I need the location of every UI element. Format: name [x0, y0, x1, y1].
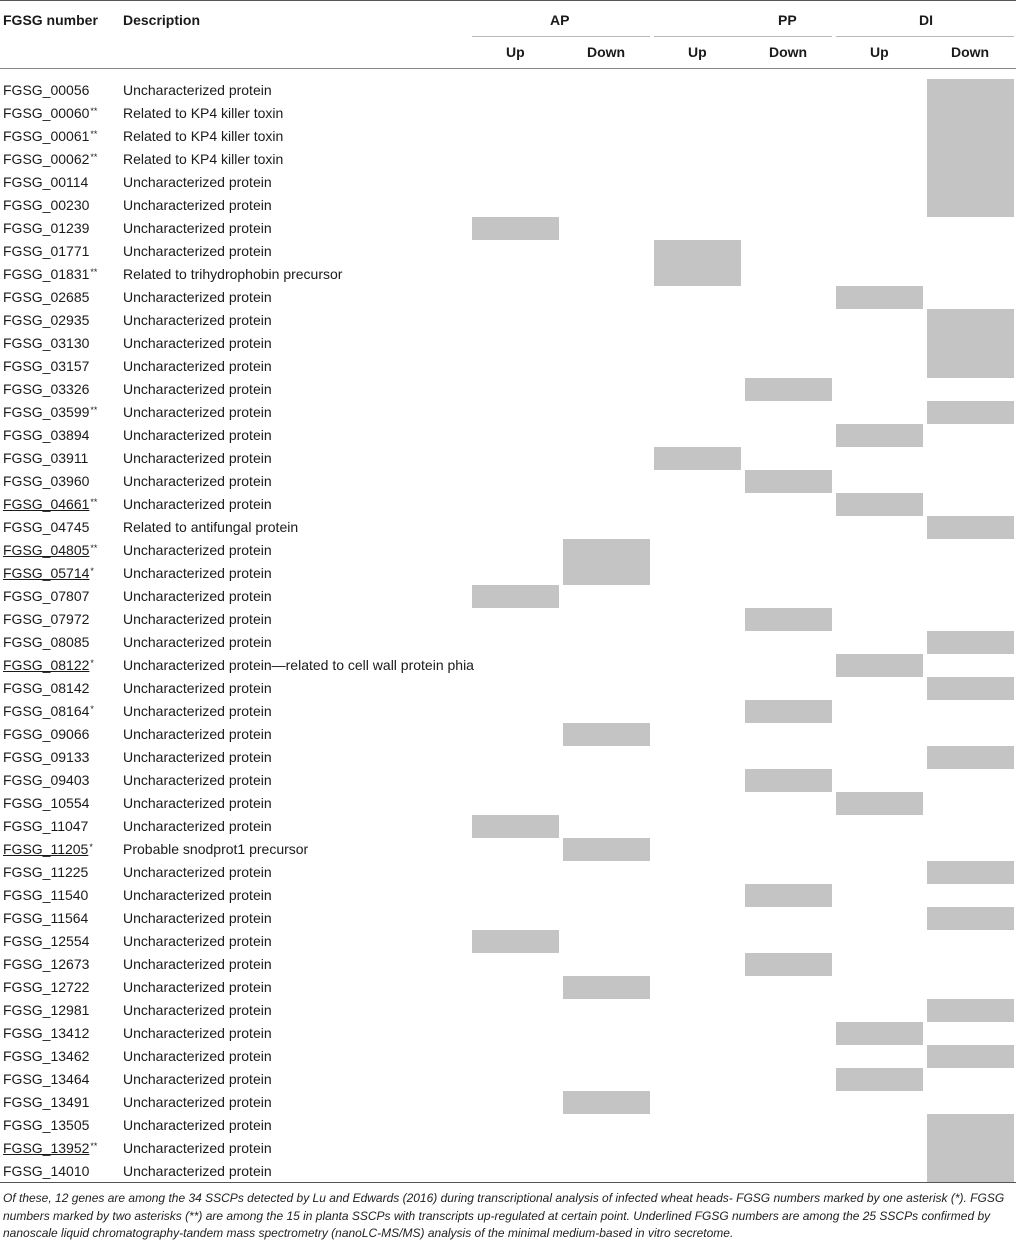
gene-number [3, 933, 89, 949]
gene-number [3, 864, 88, 880]
highlight-cell [563, 562, 650, 585]
group-rule-pp [654, 36, 832, 37]
highlight-cell [927, 194, 1014, 217]
gene-id: FGSG_11225 [3, 864, 89, 880]
group-rule-di [836, 36, 1014, 37]
highlight-cell [563, 838, 650, 861]
gene-description: Uncharacterized protein [123, 703, 272, 719]
asterisk-marker: ** [90, 152, 98, 162]
gene-number [3, 404, 97, 420]
gene-description: Related to trihydrophobin precursor [123, 266, 343, 282]
gene-id: FGSG_03894 [3, 427, 90, 443]
gene-number [3, 634, 89, 650]
gene-id: FGSG_04661 [3, 496, 90, 512]
gene-id: FGSG_00060 [3, 105, 90, 121]
gene-id: FGSG_04805 [3, 542, 90, 558]
header-group-ap: AP [550, 12, 570, 28]
table-row [0, 907, 1016, 930]
table-row [0, 562, 1016, 585]
table-row [0, 217, 1016, 240]
gene-id: FGSG_11540 [3, 887, 89, 903]
table-row [0, 631, 1016, 654]
asterisk-marker: ** [90, 543, 98, 553]
asterisk-marker: ** [90, 1141, 98, 1151]
gene-number [3, 358, 89, 374]
highlight-cell [927, 1045, 1014, 1068]
gene-id: FGSG_11205 [3, 841, 89, 857]
subheader-pp-down: Down [769, 44, 808, 60]
gene-description: Uncharacterized protein [123, 933, 272, 949]
gene-id: FGSG_11564 [3, 910, 89, 926]
gene-number [3, 841, 93, 857]
table-row [0, 378, 1016, 401]
highlight-cell [927, 148, 1014, 171]
table-row [0, 1045, 1016, 1068]
gene-description: Uncharacterized protein [123, 1025, 272, 1041]
table-row [0, 1022, 1016, 1045]
highlight-cell [836, 493, 923, 516]
table-row [0, 608, 1016, 631]
table-row [0, 1068, 1016, 1091]
table-row [0, 930, 1016, 953]
gene-id: FGSG_00061 [3, 128, 90, 144]
table-top-rule [0, 0, 1016, 1]
highlight-cell [927, 102, 1014, 125]
gene-number [3, 1140, 97, 1156]
gene-description: Uncharacterized protein [123, 1163, 272, 1179]
gene-description: Uncharacterized protein [123, 243, 272, 259]
table-row [0, 102, 1016, 125]
gene-description: Related to antifungal protein [123, 519, 299, 535]
table-row [0, 148, 1016, 171]
gene-number [3, 519, 89, 535]
gene-id: FGSG_02935 [3, 312, 90, 328]
highlight-cell [563, 723, 650, 746]
gene-description: Uncharacterized protein—related to cell wall protein phia [123, 657, 474, 673]
table-row [0, 1160, 1016, 1183]
highlight-cell [745, 884, 832, 907]
gene-description: Uncharacterized protein [123, 1094, 272, 1110]
gene-id: FGSG_12722 [3, 979, 90, 995]
highlight-cell [745, 470, 832, 493]
highlight-cell [745, 378, 832, 401]
table-row [0, 355, 1016, 378]
table-row [0, 1091, 1016, 1114]
highlight-cell [836, 1068, 923, 1091]
highlight-cell [563, 539, 650, 562]
gene-number [3, 1025, 89, 1041]
gene-number [3, 243, 89, 259]
table-row [0, 539, 1016, 562]
table-row [0, 654, 1016, 677]
gene-number [3, 726, 89, 742]
gene-id: FGSG_13491 [3, 1094, 90, 1110]
highlight-cell [472, 217, 559, 240]
gene-number [3, 312, 89, 328]
gene-number [3, 657, 94, 673]
asterisk-marker: ** [90, 497, 98, 507]
table-row [0, 815, 1016, 838]
gene-description: Uncharacterized protein [123, 1071, 272, 1087]
highlight-cell [654, 263, 741, 286]
highlight-cell [927, 861, 1014, 884]
gene-description: Uncharacterized protein [123, 1048, 272, 1064]
highlight-cell [836, 1022, 923, 1045]
gene-description: Uncharacterized protein [123, 726, 272, 742]
gene-number [3, 427, 89, 443]
gene-id: FGSG_13462 [3, 1048, 90, 1064]
table-row [0, 401, 1016, 424]
gene-description: Uncharacterized protein [123, 427, 272, 443]
gene-number [3, 1071, 89, 1087]
subheader-ap-down: Down [587, 44, 626, 60]
table-row [0, 424, 1016, 447]
gene-description: Related to KP4 killer toxin [123, 105, 284, 121]
gene-description: Uncharacterized protein [123, 197, 272, 213]
gene-id: FGSG_13464 [3, 1071, 90, 1087]
highlight-cell [745, 700, 832, 723]
gene-description: Related to KP4 killer toxin [123, 128, 284, 144]
gene-id: FGSG_02685 [3, 289, 90, 305]
subheader-di-up: Up [870, 44, 889, 60]
highlight-cell [927, 907, 1014, 930]
gene-description: Uncharacterized protein [123, 174, 272, 190]
gene-description: Uncharacterized protein [123, 634, 272, 650]
gene-id: FGSG_03599 [3, 404, 90, 420]
highlight-cell [836, 792, 923, 815]
gene-number [3, 335, 89, 351]
gene-id: FGSG_00230 [3, 197, 90, 213]
gene-description: Uncharacterized protein [123, 979, 272, 995]
gene-id: FGSG_08085 [3, 634, 90, 650]
gene-description: Uncharacterized protein [123, 312, 272, 328]
gene-number [3, 749, 89, 765]
asterisk-marker: ** [90, 106, 98, 116]
gene-description: Uncharacterized protein [123, 864, 272, 880]
gene-id: FGSG_00114 [3, 174, 89, 190]
gene-number [3, 197, 89, 213]
gene-id: FGSG_12981 [3, 1002, 90, 1018]
asterisk-marker: ** [90, 267, 98, 277]
gene-id: FGSG_03911 [3, 450, 89, 466]
gene-id: FGSG_05714 [3, 565, 90, 581]
gene-description: Uncharacterized protein [123, 1117, 272, 1133]
table-row [0, 493, 1016, 516]
gene-number [3, 1048, 89, 1064]
highlight-cell [654, 240, 741, 263]
highlight-cell [927, 125, 1014, 148]
table-row [0, 79, 1016, 102]
highlight-cell [472, 585, 559, 608]
highlight-cell [745, 953, 832, 976]
header-gene-number: FGSG number [3, 12, 98, 28]
table-bottom-rule [0, 1182, 1016, 1183]
gene-description: Uncharacterized protein [123, 289, 272, 305]
gene-number [3, 680, 89, 696]
highlight-cell [745, 769, 832, 792]
table-row [0, 838, 1016, 861]
gene-id: FGSG_13412 [3, 1025, 90, 1041]
gene-description: Uncharacterized protein [123, 404, 272, 420]
gene-id: FGSG_09066 [3, 726, 90, 742]
table-row [0, 194, 1016, 217]
gene-id: FGSG_14010 [3, 1163, 90, 1179]
highlight-cell [836, 424, 923, 447]
highlight-cell [563, 1091, 650, 1114]
table-row [0, 999, 1016, 1022]
gene-number [3, 450, 88, 466]
header-group-di: DI [919, 12, 933, 28]
gene-number [3, 174, 88, 190]
highlight-cell [927, 1114, 1014, 1137]
gene-number [3, 772, 89, 788]
gene-description: Uncharacterized protein [123, 381, 272, 397]
gene-number [3, 979, 89, 995]
gene-description: Uncharacterized protein [123, 1002, 272, 1018]
gene-description: Uncharacterized protein [123, 473, 272, 489]
gene-id: FGSG_12554 [3, 933, 90, 949]
table-row [0, 792, 1016, 815]
gene-number [3, 703, 94, 719]
table-row [0, 332, 1016, 355]
gene-id: FGSG_11047 [3, 818, 89, 834]
gene-number [3, 1163, 89, 1179]
gene-id: FGSG_04745 [3, 519, 90, 535]
gene-id: FGSG_10554 [3, 795, 90, 811]
gene-id: FGSG_07807 [3, 588, 90, 604]
gene-number [3, 795, 89, 811]
table-row [0, 769, 1016, 792]
highlight-cell [836, 654, 923, 677]
gene-description: Uncharacterized protein [123, 680, 272, 696]
gene-number [3, 289, 89, 305]
gene-number [3, 1094, 89, 1110]
gene-id: FGSG_01771 [3, 243, 90, 259]
asterisk-marker: * [90, 566, 94, 576]
gene-number [3, 105, 97, 121]
gene-description: Uncharacterized protein [123, 220, 272, 236]
asterisk-marker: * [90, 658, 94, 668]
gene-number [3, 220, 89, 236]
gene-description: Uncharacterized protein [123, 887, 272, 903]
gene-id: FGSG_09133 [3, 749, 90, 765]
table-row [0, 585, 1016, 608]
table-row [0, 861, 1016, 884]
gene-number [3, 1117, 89, 1133]
table-row [0, 953, 1016, 976]
gene-id: FGSG_12673 [3, 956, 90, 972]
gene-id: FGSG_07972 [3, 611, 90, 627]
gene-number [3, 473, 89, 489]
table-row [0, 447, 1016, 470]
highlight-cell [927, 332, 1014, 355]
asterisk-marker: * [90, 704, 94, 714]
asterisk-marker: ** [90, 129, 98, 139]
table-footnote: Of these, 12 genes are among the 34 SSCPs detected by Lu and Edwards (2016) during transcriptional analysis of infected wheat heads- FGSG numbers marked by one asterisk (*). FGSG numbers marked by two asterisks (**) are among the 15 in planta SSCPs with transcripts up-regulated at certain point. Underlined FGSG numbers are among the 25 SSCPs confirmed by nanoscale liquid chromatography-tandem mass spectrometry (nanoLC-MS/MS) analysis of the minimal medium-based in vitro secretome. [3, 1191, 1005, 1240]
gene-id: FGSG_09403 [3, 772, 90, 788]
gene-id: FGSG_03326 [3, 381, 90, 397]
table-row [0, 125, 1016, 148]
gene-number [3, 588, 89, 604]
highlight-cell [563, 976, 650, 999]
gene-description: Uncharacterized protein [123, 749, 272, 765]
gene-number [3, 496, 97, 512]
gene-description: Uncharacterized protein [123, 496, 272, 512]
gene-id: FGSG_03157 [3, 358, 90, 374]
gene-id: FGSG_08122 [3, 657, 90, 673]
table-row [0, 171, 1016, 194]
gene-id: FGSG_08142 [3, 680, 90, 696]
gene-number [3, 82, 89, 98]
subheader-ap-up: Up [506, 44, 525, 60]
highlight-cell [927, 1137, 1014, 1160]
gene-description: Uncharacterized protein [123, 910, 272, 926]
gene-description: Uncharacterized protein [123, 450, 272, 466]
gene-id: FGSG_03960 [3, 473, 90, 489]
highlight-cell [927, 355, 1014, 378]
gene-id: FGSG_00056 [3, 82, 90, 98]
highlight-cell [927, 79, 1014, 102]
highlight-cell [745, 608, 832, 631]
highlight-cell [472, 930, 559, 953]
table-row [0, 884, 1016, 907]
highlight-cell [927, 401, 1014, 424]
asterisk-marker: * [89, 842, 93, 852]
gene-description: Probable snodprot1 precursor [123, 841, 309, 857]
gene-number [3, 266, 97, 282]
gene-number [3, 128, 97, 144]
highlight-cell [927, 631, 1014, 654]
highlight-cell [927, 309, 1014, 332]
highlight-cell [927, 516, 1014, 539]
header-bottom-rule [0, 68, 1016, 69]
gene-id: FGSG_13952 [3, 1140, 90, 1156]
gene-description: Related to KP4 killer toxin [123, 151, 284, 167]
subheader-di-down: Down [951, 44, 990, 60]
table-row [0, 309, 1016, 332]
gene-id: FGSG_03130 [3, 335, 90, 351]
table-row [0, 240, 1016, 263]
gene-number [3, 381, 89, 397]
header-group-pp: PP [778, 12, 797, 28]
gene-number [3, 565, 94, 581]
table-row [0, 746, 1016, 769]
gene-number [3, 1002, 89, 1018]
gene-number [3, 887, 88, 903]
header-description: Description [123, 12, 201, 28]
gene-number [3, 611, 89, 627]
gene-description: Uncharacterized protein [123, 1140, 272, 1156]
gene-number [3, 910, 88, 926]
gene-description: Uncharacterized protein [123, 956, 272, 972]
subheader-pp-up: Up [688, 44, 707, 60]
gene-number [3, 542, 97, 558]
highlight-cell [927, 677, 1014, 700]
gene-id: FGSG_01239 [3, 220, 90, 236]
gene-description: Uncharacterized protein [123, 542, 272, 558]
highlight-cell [927, 1160, 1014, 1183]
table-row [0, 286, 1016, 309]
gene-id: FGSG_13505 [3, 1117, 90, 1133]
gene-description: Uncharacterized protein [123, 82, 272, 98]
gene-number [3, 151, 97, 167]
highlight-cell [472, 815, 559, 838]
highlight-cell [836, 286, 923, 309]
table-row [0, 1114, 1016, 1137]
table-row [0, 1137, 1016, 1160]
gene-description: Uncharacterized protein [123, 358, 272, 374]
gene-number [3, 818, 88, 834]
table-row [0, 470, 1016, 493]
gene-id: FGSG_01831 [3, 266, 90, 282]
asterisk-marker: ** [90, 405, 98, 415]
table-row [0, 263, 1016, 286]
gene-description: Uncharacterized protein [123, 335, 272, 351]
gene-description: Uncharacterized protein [123, 795, 272, 811]
highlight-cell [654, 447, 741, 470]
gene-id: FGSG_00062 [3, 151, 90, 167]
highlight-cell [927, 746, 1014, 769]
table-row [0, 976, 1016, 999]
gene-description: Uncharacterized protein [123, 818, 272, 834]
group-rule-ap [472, 36, 650, 37]
table-row [0, 677, 1016, 700]
gene-number [3, 956, 89, 972]
gene-id: FGSG_08164 [3, 703, 90, 719]
highlight-cell [927, 999, 1014, 1022]
gene-description: Uncharacterized protein [123, 611, 272, 627]
gene-description: Uncharacterized protein [123, 588, 272, 604]
table-row [0, 723, 1016, 746]
highlight-cell [927, 171, 1014, 194]
table-row [0, 516, 1016, 539]
gene-description: Uncharacterized protein [123, 772, 272, 788]
table-row [0, 700, 1016, 723]
gene-description: Uncharacterized protein [123, 565, 272, 581]
